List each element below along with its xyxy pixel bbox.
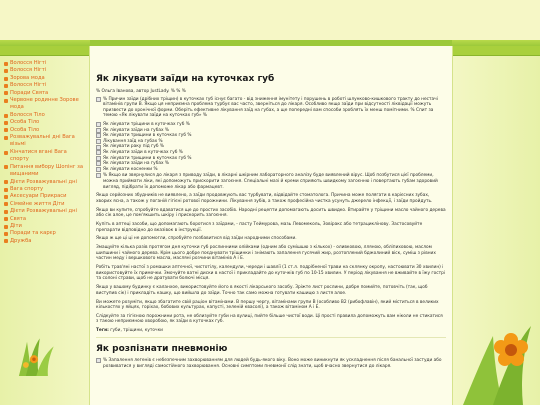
article-paragraph: Якщо у вашому будинку є каланхое, використовуйте його в якості лікарського засобу. Зріжте лист рослини, добре помийте, потовчіть (так, щоб виступив сік) і прикладіть кашку, що вийшла до заїди. Точно так само можна готувати кашицю з листя алое. xyxy=(96,285,428,296)
bullet-icon xyxy=(4,114,8,118)
sidebar-item-label: Волосся Нігті xyxy=(10,60,47,66)
article-meta: % Ольга Іванова, автор JustLady. % % % xyxy=(96,89,186,94)
sidebar-item[interactable] xyxy=(4,90,87,97)
sidebar-item-label: Особа Тіло xyxy=(10,119,40,126)
sidebar-item-label: Волосся Нігті xyxy=(10,67,47,74)
sidebar-item[interactable] xyxy=(4,230,87,237)
sidebar-item[interactable] xyxy=(4,164,87,179)
sidebar-item-label: Свята xyxy=(10,215,27,222)
grass-decoration xyxy=(0,336,90,376)
sidebar-item[interactable] xyxy=(4,134,87,149)
sidebar-item-label: Діти xyxy=(10,222,22,229)
bullet-icon xyxy=(4,121,8,125)
bullet-icon xyxy=(4,69,8,73)
image-placeholder-icon xyxy=(96,97,101,102)
bullet-icon xyxy=(4,210,8,214)
bullet-icon xyxy=(4,202,8,206)
table-of-contents xyxy=(96,122,446,172)
image-placeholder-icon xyxy=(96,122,101,127)
right-sidebar-header xyxy=(453,46,540,56)
bullet-icon xyxy=(4,188,8,192)
toc-item-label: Як лікувати заїди на губах % xyxy=(103,161,169,167)
sidebar-item-label: Дієти Розважувальні дні xyxy=(10,208,77,215)
divider xyxy=(96,337,446,338)
image-placeholder-icon xyxy=(96,167,101,172)
sidebar-item[interactable] xyxy=(4,127,87,134)
sidebar-item[interactable] xyxy=(4,216,87,223)
sidebar-item-label: Волосся Нігті xyxy=(10,82,47,89)
bullet-icon xyxy=(4,99,8,103)
article-title[interactable]: Як лікувати заїди на куточках губ xyxy=(96,74,275,84)
article-paragraph: Якщо серйозних збудників не виявлено, а заїди продовжують вас турбувати, відвідайте стоматолога. Причина може полягати в карієсних зубах, хворих ясна, а також у поганій гігієні ротової порожнини. Лікування зубів, а також професійна чистка усунуть джерело інфекції, і заїди пройдуть. xyxy=(96,193,433,204)
sidebar-item-label: Сімейне життя Діти xyxy=(10,200,65,207)
sidebar-item-label: Зорова мода xyxy=(10,74,45,81)
sidebar-item-label: Червоне родинне Зорове мода xyxy=(10,97,79,111)
toc-item-label: Як лікувати трищини в куточках губ % xyxy=(103,155,192,161)
flower-decoration xyxy=(453,316,540,405)
sidebar-item[interactable] xyxy=(4,179,87,186)
sidebar-item[interactable] xyxy=(4,223,87,230)
sidebar-menu xyxy=(0,56,89,245)
sidebar-item[interactable] xyxy=(4,193,87,200)
bullet-icon xyxy=(4,77,8,81)
image-placeholder-icon xyxy=(96,128,101,133)
article-paragraph: Якщо ви купите, спробуйте вдаватися ще до простих засобів. Народні рецепти допомагають досить швидко. Втирайте у тріщини масло чайного дерева або сік алое, це пом'якшить шкіру і прискорить загоєння. xyxy=(96,207,446,219)
bullet-icon xyxy=(4,195,8,199)
sidebar-item[interactable] xyxy=(4,238,87,245)
article-paragraph: Купіть в аптеці засоби, що допомагають боротися з заїдами, - пасту Теймурова, мазь Левомеколь, Зовіракс або тетрациклінову. Застосовуйте препарати відповідно до вказівок в інструкції. xyxy=(96,222,423,233)
image-placeholder-icon xyxy=(96,150,101,155)
article-intro: % Причин заїди (дрібних тріщин) в куточках губ існує багато - від зниження імунітету і порушень в роботі шлунково-кишкового тракту до нестачі вітамінів групи В. Якщо ця неприємна проблема турбує вас часто, зверніться до лікаря. Особливо якщо заїди при відсутності ліквідації можуть призвести до хронічної форми. Оберіть ефективне лікування заїд на губах, а ще попередні вам способи зроблять їх менш помітними. % Спит за темою «Як лікувати заїди на куточках губ» % xyxy=(103,96,438,119)
bullet-icon xyxy=(4,91,8,95)
image-placeholder-icon xyxy=(96,156,101,161)
tags-label: Теги: xyxy=(96,328,109,334)
toc-item-label: Як лікувати заїди в куточках губ % xyxy=(103,149,183,155)
bullet-icon xyxy=(4,151,8,155)
bullet-icon xyxy=(4,62,8,66)
sidebar-item-label: Волосся Тіло xyxy=(10,111,45,118)
toc-item-label: Як лікувати заїди на губах % xyxy=(103,127,169,133)
image-placeholder-icon xyxy=(96,161,101,166)
sidebar-item-label: Кінчатися вгані Вага спорту xyxy=(10,148,67,163)
left-sidebar-header xyxy=(0,46,89,56)
sidebar-item[interactable] xyxy=(4,75,87,82)
toc-item-label: Як лікувати тріщини в куточках губ % xyxy=(103,121,190,127)
sidebar-item[interactable] xyxy=(4,82,87,89)
sidebar-item-label: Дружба xyxy=(10,237,32,244)
bullet-icon xyxy=(4,165,8,169)
bullet-icon xyxy=(4,128,8,132)
sidebar-item[interactable] xyxy=(4,201,87,208)
bullet-icon xyxy=(4,84,8,88)
toc-item-label: Як лікувати косненки % xyxy=(103,166,158,172)
toc-item-label: Як лікувати раку під губ % xyxy=(103,144,164,150)
toc-item[interactable] xyxy=(96,167,446,173)
sidebar-item[interactable] xyxy=(4,186,87,193)
tags-list[interactable]: губи, тріщини, куточки xyxy=(110,328,163,334)
article-intro: % Запалення легенів є небезпечним захворюванням для людей будь-якого віку. Воно може виникнути як ускладнення після банальної застуди або розвиватися у вигляді самостійного захворювання. Основні симптоми пневмонії слід знати, щоб вчасно звернутися до лікаря. xyxy=(103,358,442,369)
left-sidebar xyxy=(0,46,90,405)
sidebar-item[interactable] xyxy=(4,112,87,119)
toc-item-label: Як лікувати трищини в куточках губ % xyxy=(103,133,192,139)
bullet-icon xyxy=(4,232,8,236)
bullet-icon xyxy=(4,225,8,229)
image-placeholder-icon xyxy=(96,133,101,138)
sidebar-item[interactable] xyxy=(4,149,87,164)
article-paragraph: Слідкуйте за гігієною порожнини рота, не облизуйте губи на вулиці, пийте більше чистої води. Ці прості правила допоможуть вам ніколи не стикатися з такою неприємною хворобою, як заїди в куточках губ. xyxy=(96,313,443,325)
toc-item-label: Лікування заїд на губах % xyxy=(103,138,163,144)
article-title[interactable]: Як розпізнати пневмонію xyxy=(96,344,228,355)
sidebar-item[interactable] xyxy=(4,97,87,112)
image-placeholder-icon xyxy=(96,358,101,363)
bullet-icon xyxy=(4,217,8,221)
bullet-icon xyxy=(4,180,8,184)
article-paragraph: Змащуйте кілька разів протягом дня куточки губ рослинними олійками (одним або сумішшю з кількох) - оливковою, лляною, обліпиховою, маслом шипшини і чайного дерева. Крім цього добре поєднувати тріщинки і знімають запалення гусячий жир, розтоплений бджолиний віск, суміш з рівних частин меду і вершкового масла, масляні розчини вітамінів А і Е. xyxy=(96,245,436,262)
sidebar-item[interactable] xyxy=(4,60,87,67)
sidebar-item-label: Особа Тіло xyxy=(10,126,40,133)
top-band xyxy=(0,0,540,46)
sidebar-item-label: Поради та карєр xyxy=(10,230,56,237)
article-paragraph: Робіть трав'яні настої з ромашки аптечної, чистотілу, календули, череди і шавлії (1 ст.л. подрібненої трави на склянку окропу, настоювати 30 хвилин) і використовуйте їх примочки. Змочуйте ватні диски в настої і прикладайте до куточків губ по 10-15 хвилин. У період лікування не вживайте в їжу гострі та солоні страви, щоб не дратувати болючі місця. xyxy=(96,265,446,282)
right-sidebar xyxy=(452,46,540,405)
sidebar-item[interactable] xyxy=(4,67,87,74)
sidebar-item-label: Аксесуари Прикраси xyxy=(10,193,67,200)
article-paragraph: % Якщо ви звернулися до лікаря з приводу заїди, в лікарні шкірним лабораторного аналізу буде виявлений вірус. Щоб позбутися цієї проблеми, можна приймати ліки, які допоможуть прискорити загоєння. Спеціальні мазі й креми сприяють швидкому загоєнню і повертають губам здоровий вигляд, підібрати їх допоможе лікар або фармацевт. xyxy=(103,173,438,190)
article-paragraph: Ви можете розуміти, якщо збагатите свій раціон вітамінами. В першу чергу, вітамінами групи В (особливо В2 (рибофлавін), який міститься в великих кількостях у яйцях, горіхах, бобових культурах, капусті, зеленій квасолі), а також вітаміном А і Е. xyxy=(96,299,439,311)
bullet-icon xyxy=(4,239,8,243)
sidebar-item-label: Дієти Розважувальні дні xyxy=(10,178,77,185)
sidebar-item-label: Питання вибору Шопінг за вищаними xyxy=(10,163,84,178)
main-content xyxy=(90,46,452,405)
image-placeholder-icon xyxy=(96,139,101,144)
sidebar-item[interactable] xyxy=(4,208,87,215)
article-paragraph: Якщо ж ще ці ці не допомогли, спробуйте позбавитися від заїди народними способами. xyxy=(96,236,297,242)
image-placeholder-icon xyxy=(96,145,101,150)
image-placeholder-icon xyxy=(96,173,101,178)
sidebar-item[interactable] xyxy=(4,119,87,126)
sidebar-item-label: Поради Свята xyxy=(10,89,49,96)
article-tags xyxy=(96,328,446,333)
bullet-icon xyxy=(4,136,8,140)
sidebar-item-label: Розважувальні дні Вага візьмі xyxy=(10,134,75,148)
sidebar-item-label: Вага спорту xyxy=(10,185,44,192)
